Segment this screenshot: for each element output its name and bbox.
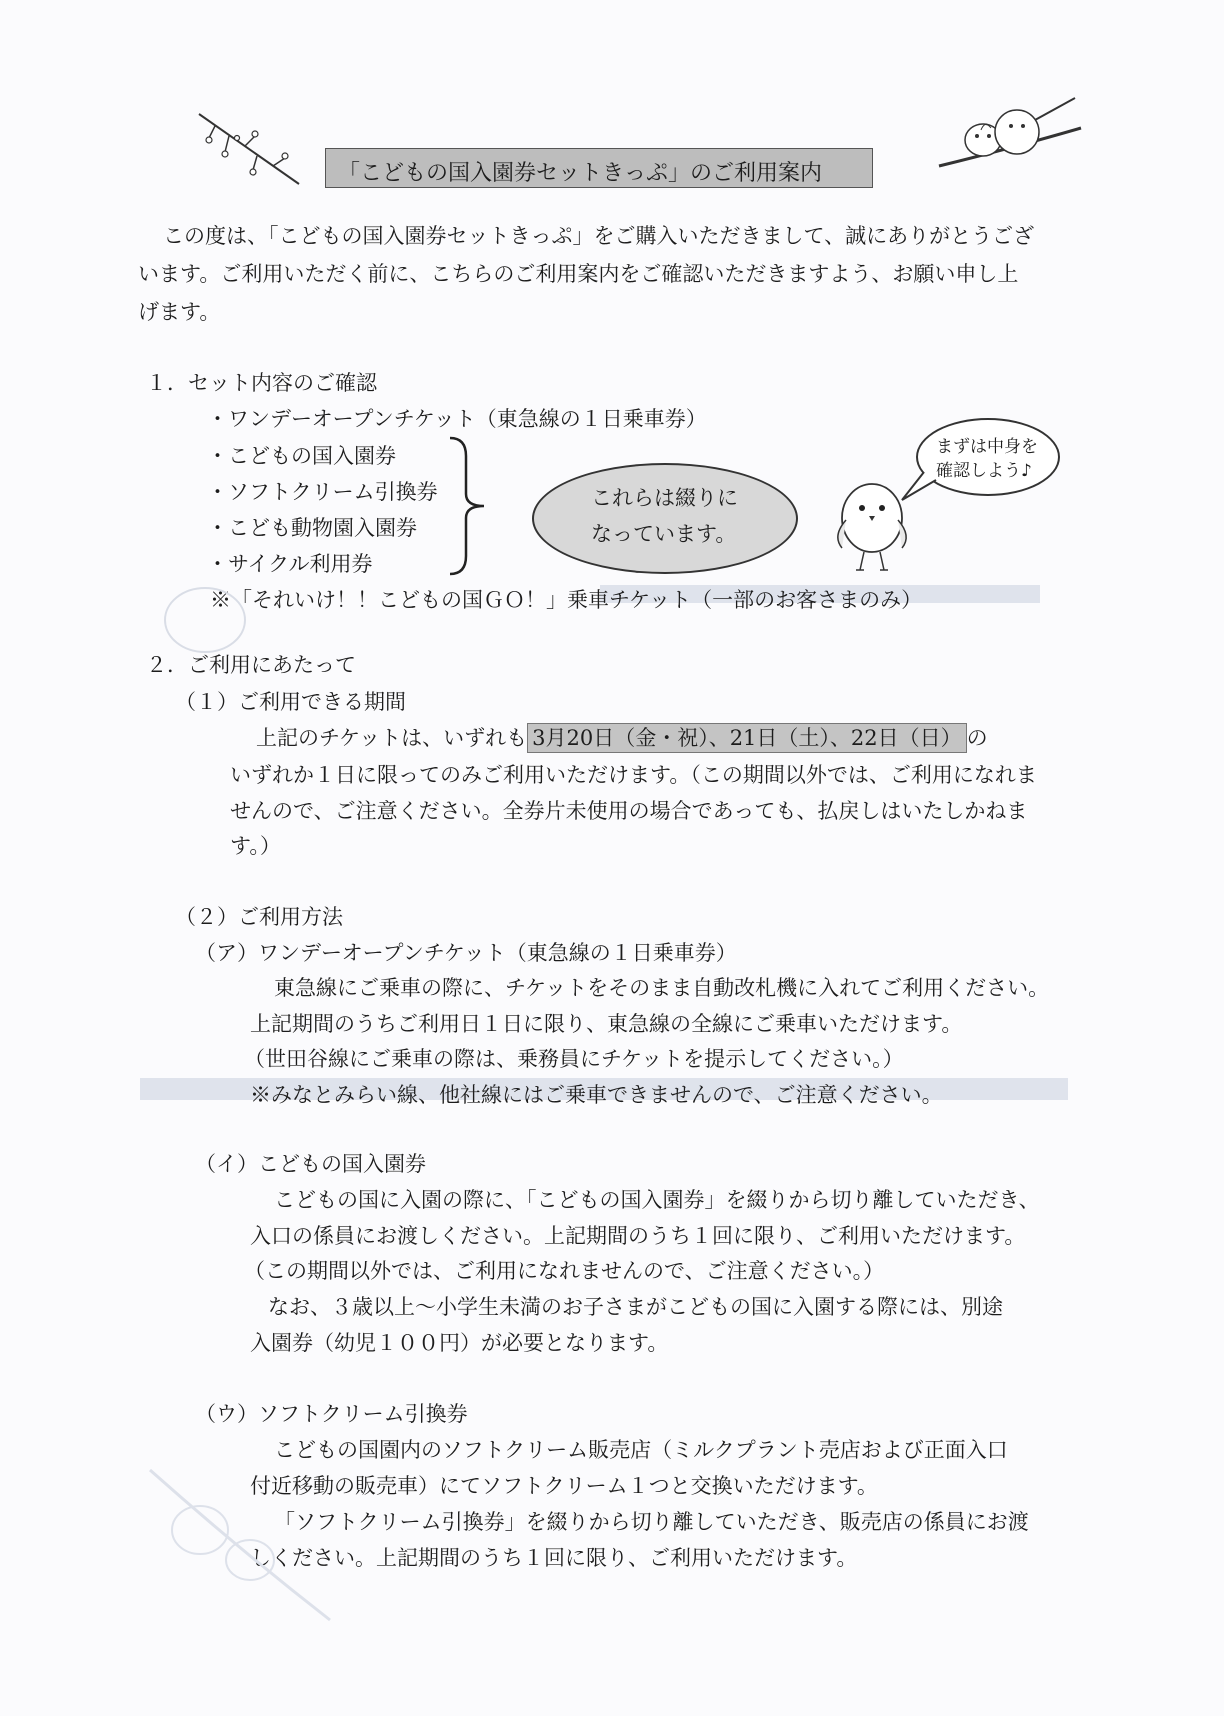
sub2u-heading: （ウ）ソフトクリーム引換券 — [195, 1402, 468, 1426]
page-title: 「こどもの国入園券セットきっぷ」のご利用案内 — [338, 161, 823, 186]
bird-mascot-illustration — [832, 466, 914, 578]
bleed-through-bird-illustration — [150, 580, 260, 660]
sub2i-line: （この期間以外では、ご利用になれませんので、ご注意ください。） — [244, 1259, 885, 1283]
sub2i-line: こどもの国に入園の際に、「こどもの国入園券」を綴りから切り離していただき、 — [274, 1188, 1040, 1212]
intro-line: げます。 — [138, 300, 221, 324]
birds-illustration — [935, 92, 1085, 182]
bubble-text: 確認しよう♪ — [936, 461, 1032, 481]
sub1-heading: （１）ご利用できる期間 — [175, 690, 406, 714]
sub2u-line: 付近移動の販売車）にてソフトクリーム１つと交換いただけます。 — [250, 1474, 878, 1498]
period-line: す。） — [230, 834, 281, 858]
bubble-text: まずは中身を — [936, 437, 1038, 457]
sub2a-line: 東急線にご乗車の際に、チケットをそのまま自動改札機に入れてご利用ください。 — [274, 976, 1050, 1000]
sub2a-heading: （ア）ワンデーオープンチケット（東急線の１日乗車券） — [195, 941, 737, 965]
sub2-heading: （２）ご利用方法 — [175, 905, 343, 929]
oval-text: なっています。 — [591, 522, 737, 546]
sub2a-line: （世田谷線にご乗車の際は、乗務員にチケットを提示してください。） — [244, 1047, 904, 1071]
bleed-through-branch-illustration — [140, 1450, 340, 1630]
intro-line: この度は、「こどもの国入園券セットきっぷ」をご購入いただきまして、誠にありがとうござ — [163, 224, 1035, 248]
sub2i-line: 入園券（幼児１００円）が必要となります。 — [250, 1331, 669, 1355]
sub2i-line: 入口の係員にお渡しください。上記期間のうち１回に限り、ご利用いただけます。 — [250, 1224, 1026, 1248]
period-text: 上記のチケットは、いずれも — [256, 726, 528, 750]
sub2u-line: こどもの国園内のソフトクリーム販売店（ミルクプラント売店および正面入口 — [274, 1438, 1008, 1462]
set-item: ・ソフトクリーム引換券 — [207, 480, 438, 504]
sub2a-line: ※みなとみらい線、他社線にはご乗車できませんので、ご注意ください。 — [250, 1083, 943, 1107]
set-note: ※「それいけ！！こどもの国ＧＯ！」乗車チケット（一部のお客さまのみ） — [210, 588, 923, 612]
sub2i-line: なお、３歳以上～小学生未満のお子さまがこどもの国に入園する際には、別途 — [268, 1295, 1003, 1319]
branch-illustration — [195, 108, 305, 188]
set-item: ・ワンデーオープンチケット（東急線の１日乗車券） — [207, 407, 707, 431]
period-line: いずれか１日に限ってのみご利用いただけます。（この期間以外では、ご利用になれま — [230, 763, 1037, 787]
sub2a-line: 上記期間のうちご利用日１日に限り、東急線の全線にご乗車いただけます。 — [250, 1012, 963, 1036]
period-line: せんので、ご注意ください。全券片未使用の場合であっても、払戻しはいたしかねま — [230, 799, 1028, 823]
period-dates-highlight: 3月20日（金・祝）、21日（土）、22日（日） — [527, 723, 967, 753]
section2-heading: ２．ご利用にあたって — [146, 653, 356, 677]
curly-brace — [448, 436, 488, 576]
period-line — [256, 728, 988, 749]
section1-heading: １．セット内容のご確認 — [146, 371, 377, 395]
sub2u-line: しください。上記期間のうち１回に限り、ご利用いただけます。 — [250, 1546, 858, 1570]
period-text-end: の — [966, 726, 988, 750]
sub2u-line: 「ソフトクリーム引換券」を綴りから切り離していただき、販売店の係員にお渡 — [274, 1510, 1029, 1534]
oval-text: これらは綴りに — [591, 486, 738, 510]
intro-line: います。ご利用いただく前に、こちらのご利用案内をご確認いただきますよう、お願い申し上 — [138, 262, 1019, 286]
set-item: ・こども動物園入園券 — [207, 516, 417, 540]
set-item: ・こどもの国入園券 — [207, 444, 396, 468]
set-item: ・サイクル利用券 — [207, 552, 373, 576]
sub2i-heading: （イ）こどもの国入園券 — [195, 1152, 426, 1176]
